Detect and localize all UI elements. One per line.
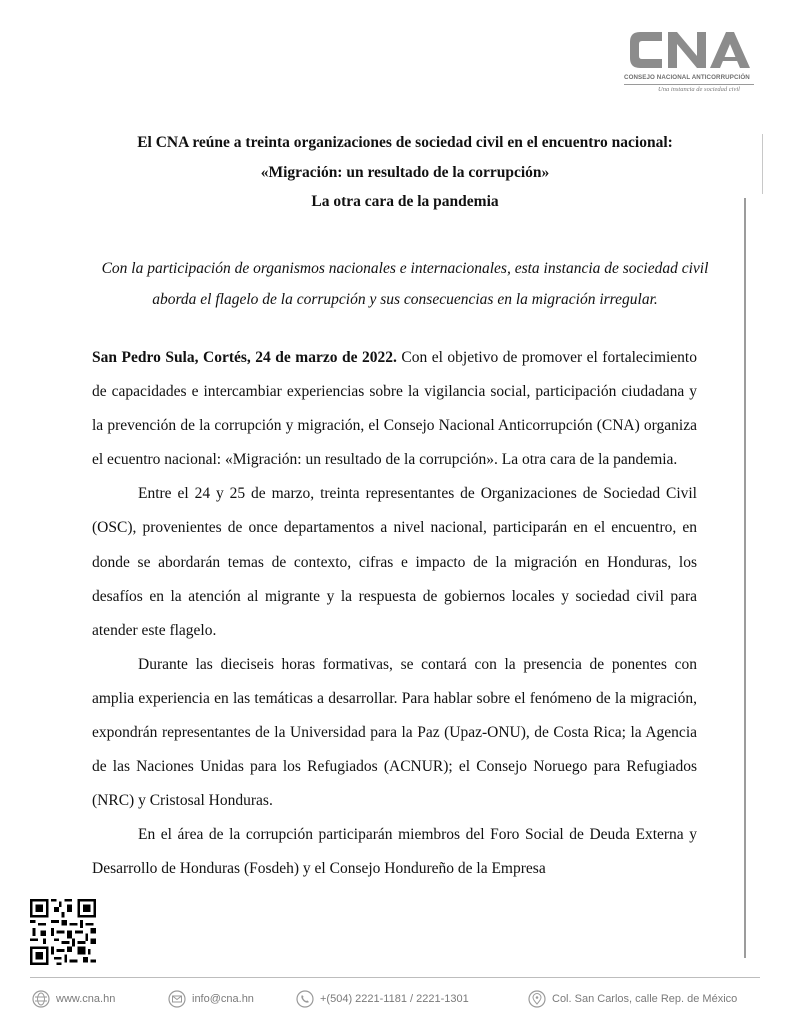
phone-icon xyxy=(296,990,314,1008)
paragraph-4: En el área de la corrupción participarán miembros del Foro Social de Deuda Externa y Desarrollo de Honduras (Fosdeh) y el Consejo Hondureño de la Empresa xyxy=(92,826,697,878)
footer-address xyxy=(528,988,737,1010)
headline-line-3: La otra cara de la pandemia xyxy=(311,193,499,210)
footer-contact-bar xyxy=(32,988,762,1010)
lead-paragraph xyxy=(60,253,750,315)
paragraph-3: Durante las dieciseis horas formativas, se contará con la presencia de ponentes con amplia experiencia en las temáticas a desarrollar. Para hablar sobre el fenómeno de la migración, expondrán representantes de la Universidad para la Paz (Upaz-ONU), de Costa Rica; la Agencia de las Naciones Unidas para los Refugiados (ACNUR); el Consejo Noruego para Refugiados (NRC) y Cristosal Honduras. xyxy=(92,655,697,810)
lead-line-1: Con la participación de organismos nacionales e internacionales, esta instancia de sociedad civil xyxy=(101,260,709,277)
footer-phone[interactable] xyxy=(296,988,469,1010)
article-body xyxy=(92,341,697,887)
logo-divider xyxy=(624,84,754,85)
email-icon xyxy=(168,990,186,1008)
headline-line-1: El CNA reúne a treinta organizaciones de sociedad civil en el encuentro nacional: xyxy=(137,134,673,151)
qr-code[interactable] xyxy=(30,899,96,965)
paragraph-1-text: Con el objetivo de promover el fortalecimiento de capacidades e intercambiar experiencias sobre la vigilancia social, participación ciudadana y la prevención de la corrupción y migración, el Consejo Nacional Anticorrupción (CNA) organiza el ecuentro nacional: «Migración: un resultado de la corrupción». La otra cara de la pandemia. xyxy=(92,349,697,469)
footer-website[interactable] xyxy=(32,988,115,1010)
logo-tagline: Una instancia de sociedad civil xyxy=(658,86,740,93)
globe-icon xyxy=(32,990,50,1008)
lead-line-2: aborda el flagelo de la corrupción y sus consecuencias en la migración irregular. xyxy=(152,291,658,308)
headline-line-2: «Migración: un resultado de la corrupción» xyxy=(260,163,550,181)
footer-email[interactable] xyxy=(168,988,254,1010)
address-text: Col. San Carlos, calle Rep. de México xyxy=(552,993,738,1005)
paragraph-2: Entre el 24 y 25 de marzo, treinta representantes de Organizaciones de Sociedad Civil (OSC), provenientes de once departamentos a nivel nacional, participarán en el encuentro, en donde se abordarán temas de contexto, cifras e impacto de la migración en Honduras, los desafíos en la atención al migrante y la respuesta de gobiernos locales y sociedad civil para atender este flagelo. xyxy=(92,485,697,639)
logo-organization-name: CONSEJO NACIONAL ANTICORRUPCIÓN xyxy=(624,74,750,81)
margin-rule-top xyxy=(762,134,763,194)
website-text: www.cna.hn xyxy=(56,993,116,1005)
location-pin-icon xyxy=(528,990,546,1008)
cna-logo-letters xyxy=(626,26,752,74)
paragraph-1 xyxy=(92,341,697,477)
headline xyxy=(60,128,750,217)
email-text: info@cna.hn xyxy=(192,993,254,1005)
footer-divider xyxy=(30,977,760,978)
dateline: San Pedro Sula, Cortés, 24 de marzo de 2022. xyxy=(92,349,397,366)
phone-text: +(504) 2221-1181 / 2221-1301 xyxy=(320,993,469,1005)
cna-logo xyxy=(620,26,760,100)
